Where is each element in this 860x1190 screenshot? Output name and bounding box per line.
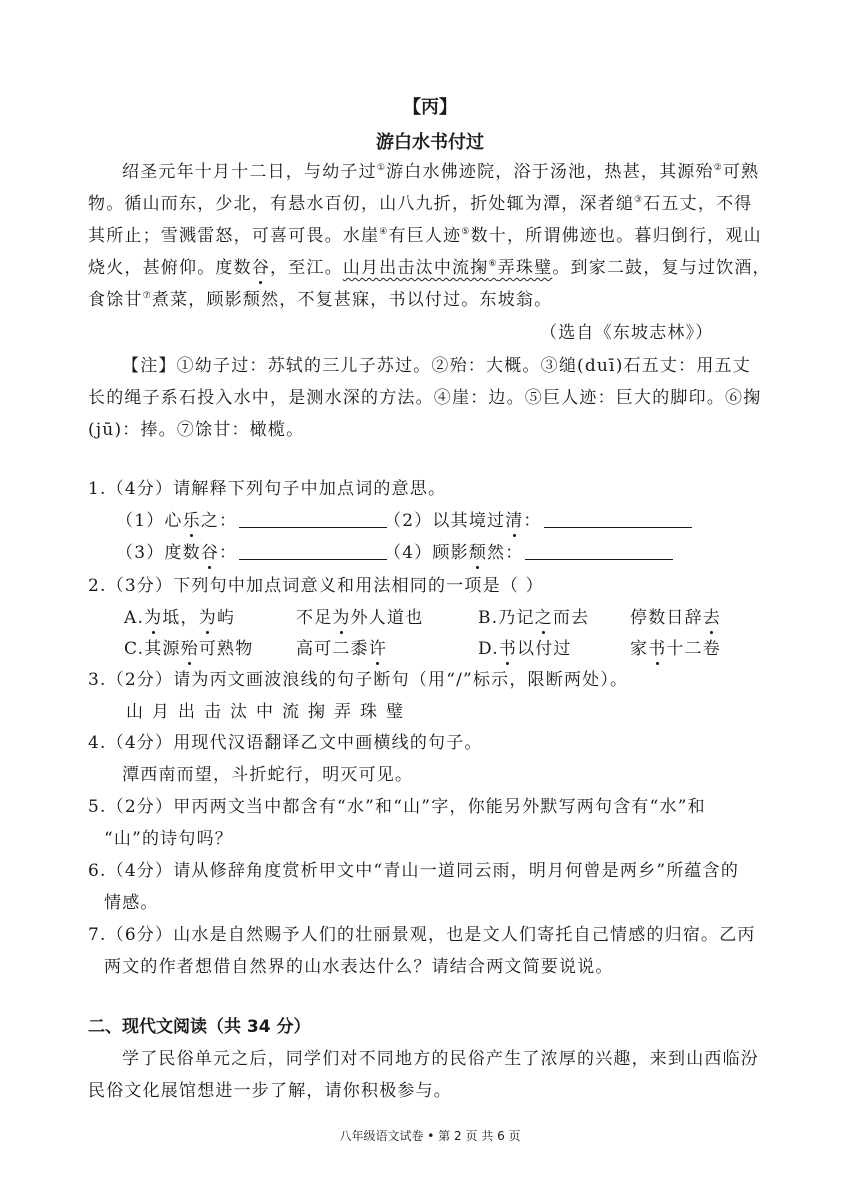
answer-blank[interactable] bbox=[239, 545, 387, 560]
section-2-intro-line-2: 民俗文化展馆想进一步了解，请你积极参与。 bbox=[88, 1081, 452, 1101]
option-a-left: A.为坻，为屿 bbox=[124, 608, 236, 628]
passage-line-4: 烧火，甚俯仰。度数谷，至江。山月出击汰中流掬⑥弄珠璧。到家二鼓，复与过饮酒， bbox=[88, 258, 771, 278]
answer-blank[interactable] bbox=[239, 513, 387, 528]
section-2-intro-line-1: 学了民俗单元之后，同学们对不同地方的民俗产生了浓厚的兴趣，来到山西临汾 bbox=[122, 1049, 759, 1069]
passage-label: 【丙】 bbox=[403, 97, 457, 118]
question-3-sentence: 山月出击汰中流掬弄珠璧 bbox=[126, 702, 412, 722]
notes-line-3: (jū)：捧。⑦馀甘：橄榄。 bbox=[88, 420, 305, 440]
wavy-sentence: 山月出击汰中流掬⑥弄珠璧 bbox=[342, 258, 553, 278]
option-c-right: 高可二黍许 bbox=[296, 639, 388, 659]
option-a-right: 不足为外人道也 bbox=[296, 608, 424, 628]
question-1-stem: 1.（4分）请解释下列句子中加点词的意思。 bbox=[88, 479, 447, 499]
option-b-right: 停数日辞去 bbox=[630, 608, 722, 628]
question-1-item-1: （1）心乐之： bbox=[116, 506, 387, 531]
question-5-line-2: “山”的诗句吗？ bbox=[104, 829, 233, 849]
passage-line-1: 绍圣元年十月十二日，与幼子过①游白水佛迹院，浴于汤池，热甚，其源殆②可熟 bbox=[122, 162, 760, 182]
question-7-line-1: 7.（6分）山水是自然赐予人们的壮丽景观，也是文人们寄托自己情感的归宿。乙丙 bbox=[88, 925, 756, 945]
answer-blank[interactable] bbox=[525, 545, 673, 560]
option-c-left: C.其源殆可熟物 bbox=[124, 639, 254, 659]
question-1-item-4: （4）顾影颓然： bbox=[384, 538, 673, 563]
section-2-heading: 二、现代文阅读（共 34 分） bbox=[88, 1017, 311, 1037]
question-6-line-1: 6.（4分）请从修辞角度赏析甲文中“青山一道同云雨，明月何曾是两乡”所蕴含的 bbox=[88, 861, 740, 881]
notes-line-2: 长的绳子系石投入水中，是测水深的方法。④崖：边。⑤巨人迹：巨大的脚印。⑥掬 bbox=[88, 388, 762, 408]
page-footer: 八年级语文试卷 • 第 2 页 共 6 页 bbox=[339, 1129, 521, 1143]
passage-line-3: 其所止；雪溅雷怒，可喜可畏。水崖④有巨人迹⑤数十，所谓佛迹也。暮归倒行，观山 bbox=[88, 226, 762, 246]
passage-line-2: 物。循山而东，少北，有悬水百仞，山八九折，折处辄为潭，深者缒③石五丈，不得 bbox=[88, 194, 753, 214]
question-7-line-2: 两文的作者想借自然界的山水表达什么？请结合两文简要说说。 bbox=[104, 957, 614, 977]
question-1-item-3: （3）度数谷： bbox=[116, 538, 387, 563]
question-1-item-2: （2）以其境过清： bbox=[384, 506, 692, 531]
option-d-left: D.书以付过 bbox=[478, 639, 572, 659]
passage-line-5: 食馀甘⑦煮菜，顾影颓然，不复甚寐，书以付过。东坡翁。 bbox=[88, 290, 553, 310]
question-6-line-2: 情感。 bbox=[104, 893, 159, 913]
question-2-stem: 2.（3分）下列句中加点词意义和用法相同的一项是（ ） bbox=[88, 576, 544, 596]
question-4-sentence: 潭西南而望，斗折蛇行，明灭可见。 bbox=[122, 765, 414, 785]
passage-source: （选自《东坡志林》） bbox=[540, 323, 714, 343]
notes-line-1: 【注】①幼子过：苏轼的三儿子苏过。②殆：大概。③缒(duī)石五丈：用五丈 bbox=[122, 356, 751, 376]
answer-blank[interactable] bbox=[544, 513, 692, 528]
question-3-stem: 3.（2分）请为丙文画波浪线的句子断句（用“/”标示，限断两处）。 bbox=[88, 670, 629, 690]
question-5-line-1: 5.（2分）甲丙两文当中都含有“水”和“山”字，你能另外默写两句含有“水”和 bbox=[88, 797, 706, 817]
option-d-right: 家书十二卷 bbox=[630, 639, 722, 659]
option-b-left: B.乃记之而去 bbox=[478, 608, 590, 628]
question-4-stem: 4.（4分）用现代汉语翻译乙文中画横线的句子。 bbox=[88, 733, 483, 753]
passage-title: 游白水书付过 bbox=[376, 132, 484, 153]
